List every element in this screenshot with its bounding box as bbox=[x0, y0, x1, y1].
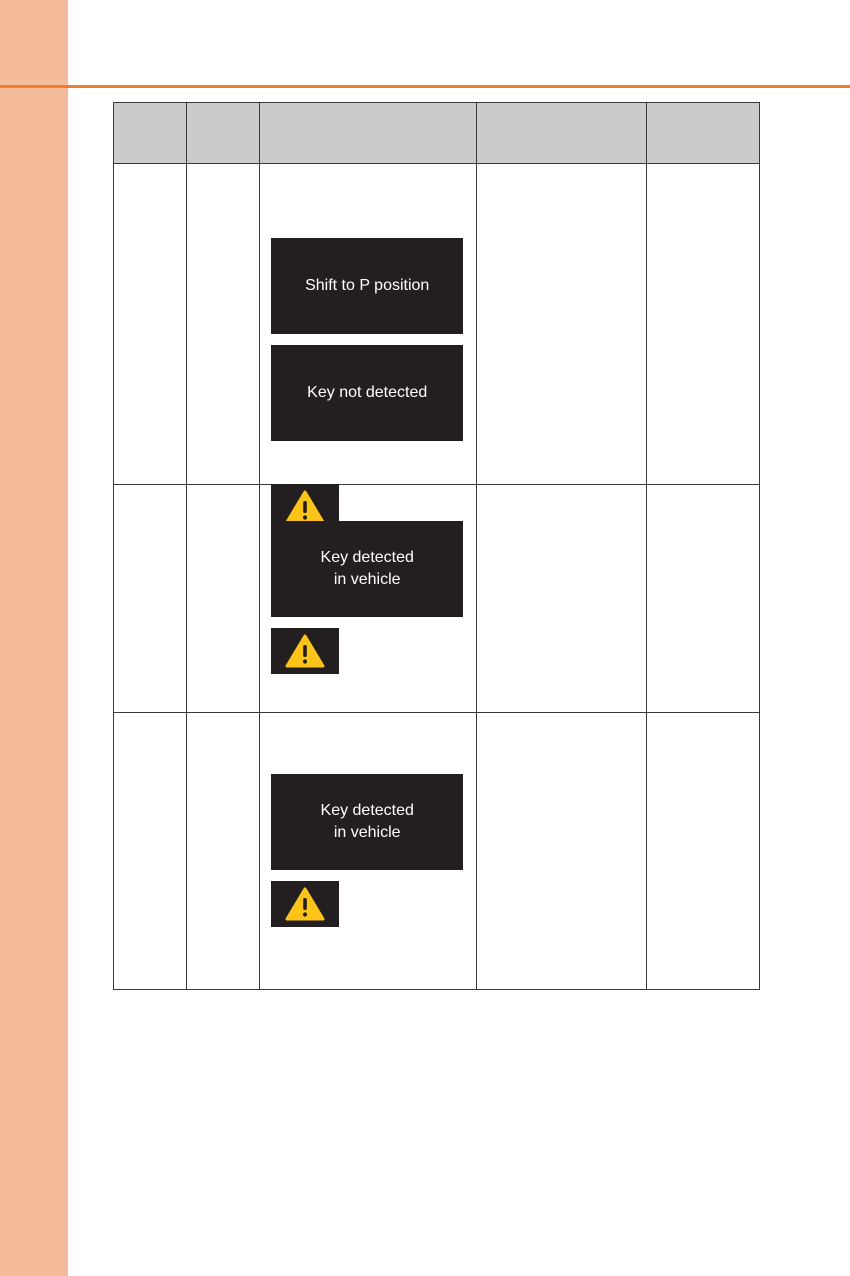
table-cell bbox=[646, 713, 759, 990]
table-cell bbox=[114, 713, 187, 990]
display-message-screen: Key detected in vehicle bbox=[271, 521, 463, 617]
table-header-row bbox=[114, 103, 760, 164]
display-message-screen: Shift to P position bbox=[271, 238, 463, 334]
header-cell-5 bbox=[646, 103, 759, 164]
display-message-screen: Key not detected bbox=[271, 345, 463, 441]
table-cell bbox=[187, 485, 260, 713]
warning-icon bbox=[285, 887, 325, 921]
table-row bbox=[114, 713, 760, 990]
info-table bbox=[113, 102, 760, 990]
table-cell bbox=[187, 713, 260, 990]
header-cell-1 bbox=[114, 103, 187, 164]
warning-indicator bbox=[271, 628, 339, 674]
table-cell bbox=[114, 485, 187, 713]
header-cell-4 bbox=[476, 103, 646, 164]
table-cell bbox=[476, 713, 646, 990]
header-rule bbox=[0, 85, 850, 88]
table-cell bbox=[476, 164, 646, 485]
table-cell bbox=[476, 485, 646, 713]
table-cell bbox=[114, 164, 187, 485]
warning-icon bbox=[285, 634, 325, 668]
header-cell-2 bbox=[187, 103, 260, 164]
table-row bbox=[114, 164, 760, 485]
side-band bbox=[0, 0, 68, 1276]
display-message-screen: Key detected in vehicle bbox=[271, 774, 463, 870]
table-cell bbox=[187, 164, 260, 485]
message-cell bbox=[260, 164, 476, 485]
message-cell bbox=[260, 485, 476, 713]
message-cell bbox=[260, 713, 476, 990]
table-cell bbox=[646, 485, 759, 713]
header-cell-3 bbox=[260, 103, 476, 164]
table-row bbox=[114, 485, 760, 713]
warning-indicator bbox=[271, 881, 339, 927]
table-cell bbox=[646, 164, 759, 485]
